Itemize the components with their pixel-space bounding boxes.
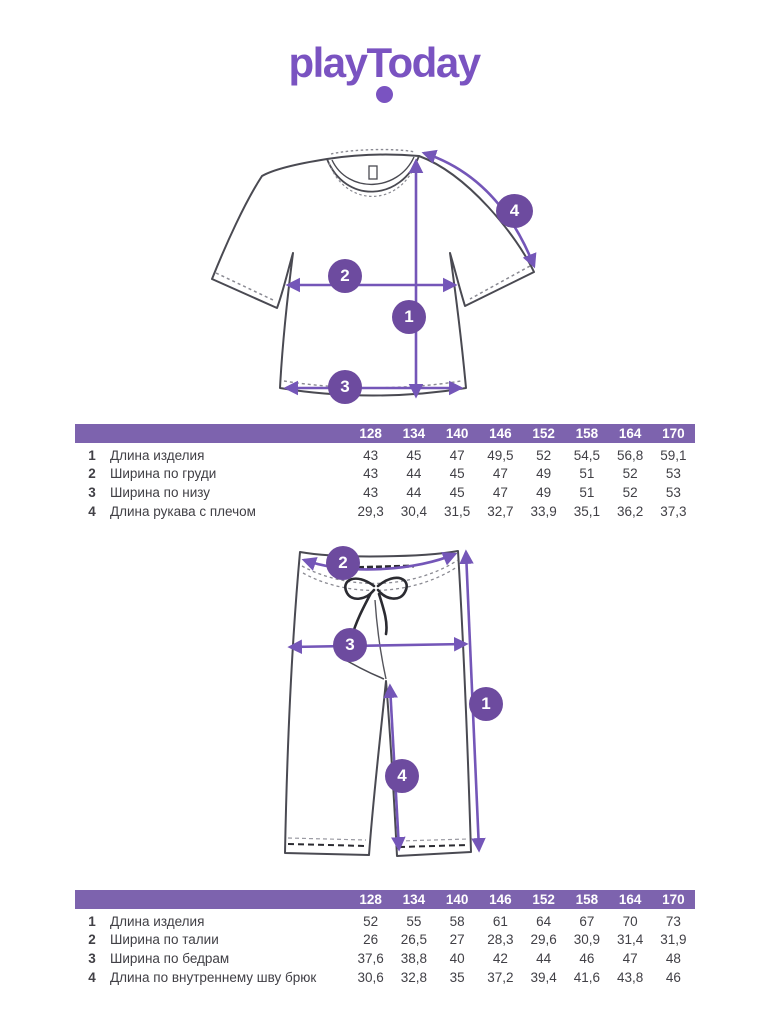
pants-size-table: [75, 890, 695, 986]
table-cell: 55: [406, 913, 422, 929]
shirt-marker-4: [496, 194, 533, 228]
table-cell: 32,7: [487, 503, 514, 519]
table-row: [75, 465, 695, 484]
size-col-header: 128: [359, 426, 382, 441]
table-cell: 35: [449, 969, 465, 985]
table-cell: 46: [665, 969, 681, 985]
table-cell: 51: [579, 484, 595, 500]
row-label: Ширина по низу: [110, 484, 211, 500]
logo-part-oday: oday: [387, 39, 480, 86]
table-cell: 28,3: [487, 932, 514, 948]
table-cell: 46: [579, 950, 595, 966]
shirt-marker-4-label: 4: [509, 201, 520, 220]
table-cell: 30,9: [573, 932, 601, 948]
table-cell: 70: [622, 913, 638, 929]
pants-marker-4: [385, 759, 419, 793]
size-col-header: 146: [489, 892, 512, 907]
size-col-header: 128: [359, 892, 382, 907]
shirt-marker-3: [328, 370, 362, 404]
table-cell: 30,6: [357, 969, 384, 985]
table-cell: 59,1: [660, 447, 687, 463]
row-label: Длина по внутреннему шву брюк: [110, 969, 317, 985]
row-label: Ширина по груди: [110, 466, 217, 482]
shirt-marker-3-label: 3: [340, 377, 350, 396]
size-col-header: 152: [532, 892, 555, 907]
shirt-collar-stitch-top: [331, 150, 415, 154]
table-cell: 29,6: [530, 932, 557, 948]
table-cell: 44: [536, 950, 552, 966]
shirt-marker-2: [328, 259, 362, 293]
pants-marker-3-label: 3: [345, 635, 355, 654]
table-cell: 26,5: [400, 932, 428, 948]
table-cell: 26: [363, 932, 379, 948]
size-col-header: 134: [402, 892, 426, 907]
table-cell: 47: [622, 950, 638, 966]
logo-dot-icon: [376, 86, 393, 103]
size-col-header: 140: [445, 426, 469, 441]
table-cell: 43: [363, 466, 379, 482]
size-col-header: 164: [618, 892, 642, 907]
logo-part-play: play: [288, 39, 367, 86]
row-label: Длина рукава с плечом: [110, 503, 256, 519]
pants-marker-1: [469, 687, 503, 721]
shirt-size-table: [75, 424, 695, 520]
table-cell: 64: [536, 913, 552, 929]
table-cell: 30,4: [400, 503, 428, 519]
table-cell: 49: [536, 484, 552, 500]
row-label: Ширина по талии: [110, 932, 219, 948]
pants-marker-2-label: 2: [338, 553, 348, 572]
table-cell: 49: [536, 466, 552, 482]
table-cell: 52: [622, 484, 638, 500]
table-cell: 47: [449, 447, 465, 463]
table-cell: 54,5: [573, 447, 601, 463]
table-cell: 31,5: [443, 503, 471, 519]
pants-marker-1-label: 1: [481, 694, 491, 713]
table-cell: 61: [492, 913, 508, 929]
table-row: [75, 483, 695, 502]
brand-logo: [0, 39, 768, 86]
table-cell: 49,5: [487, 447, 514, 463]
pants-outline: [285, 551, 471, 856]
table-cell: 43: [363, 447, 379, 463]
shirt-marker-1: [392, 300, 426, 334]
size-col-header: 158: [575, 892, 599, 907]
row-label: Длина изделия: [110, 447, 205, 463]
size-col-header: 170: [662, 892, 685, 907]
table-cell: 44: [406, 484, 422, 500]
row-number: 3: [88, 484, 96, 500]
row-number: 2: [88, 466, 96, 482]
table-cell: 33,9: [530, 503, 557, 519]
table-cell: 41,6: [573, 969, 601, 985]
table-cell: 44: [406, 466, 422, 482]
shirt-marker-2-label: 2: [340, 266, 350, 285]
logo-part-t: T: [366, 39, 388, 86]
shirt-size-table-header: [75, 424, 695, 443]
pants-marker-3: [333, 628, 367, 662]
table-cell: 31,4: [616, 932, 644, 948]
table-cell: 45: [406, 447, 422, 463]
table-cell: 29,3: [357, 503, 384, 519]
table-cell: 53: [665, 466, 681, 482]
size-col-header: 152: [532, 426, 555, 441]
table-cell: 32,8: [400, 969, 428, 985]
table-cell: 45: [449, 466, 465, 482]
table-cell: 45: [449, 484, 465, 500]
pants-marker-2: [326, 546, 360, 580]
table-cell: 35,1: [573, 503, 601, 519]
row-number: 2: [88, 932, 96, 948]
table-cell: 51: [579, 466, 595, 482]
table-row: [75, 949, 695, 968]
table-cell: 53: [665, 484, 681, 500]
row-number: 1: [88, 447, 96, 463]
table-cell: 58: [449, 913, 465, 929]
table-cell: 47: [492, 466, 508, 482]
table-cell: 36,2: [616, 503, 644, 519]
table-cell: 47: [492, 484, 508, 500]
size-col-header: 140: [445, 892, 469, 907]
table-cell: 73: [665, 913, 681, 929]
table-cell: 52: [622, 466, 638, 482]
row-number: 3: [88, 950, 96, 966]
table-row: [75, 912, 695, 931]
table-row: [75, 968, 695, 987]
table-row: [75, 446, 695, 465]
table-cell: 43: [363, 484, 379, 500]
table-cell: 42: [492, 950, 508, 966]
table-cell: 52: [536, 447, 552, 463]
row-number: 4: [88, 503, 96, 519]
table-cell: 56,8: [616, 447, 644, 463]
table-cell: 38,8: [400, 950, 428, 966]
pants-marker-4-label: 4: [397, 766, 407, 785]
table-cell: 40: [449, 950, 465, 966]
table-cell: 37,2: [487, 969, 514, 985]
table-cell: 48: [665, 950, 681, 966]
size-col-header: 146: [489, 426, 512, 441]
size-col-header: 158: [575, 426, 599, 441]
table-cell: 37,6: [357, 950, 384, 966]
size-col-header: 164: [618, 426, 642, 441]
table-cell: 43,8: [616, 969, 644, 985]
table-row: [75, 931, 695, 950]
size-col-header: 170: [662, 426, 685, 441]
table-cell: 39,4: [530, 969, 557, 985]
table-cell: 31,9: [660, 932, 687, 948]
pants-size-table-header: [75, 890, 695, 909]
table-cell: 67: [579, 913, 595, 929]
shirt-neck-tag: [369, 166, 377, 179]
shirt-marker-1-label: 1: [404, 307, 414, 326]
table-cell: 52: [363, 913, 379, 929]
t-shirt-diagram-drawing: [175, 138, 570, 418]
table-cell: 27: [449, 932, 465, 948]
table-cell: 37,3: [660, 503, 687, 519]
row-label: Ширина по бедрам: [110, 950, 230, 966]
table-row: [75, 502, 695, 521]
row-label: Длина изделия: [110, 913, 205, 929]
brand-logo-text: [288, 39, 480, 86]
row-number: 1: [88, 913, 96, 929]
row-number: 4: [88, 969, 96, 985]
size-col-header: 134: [402, 426, 426, 441]
